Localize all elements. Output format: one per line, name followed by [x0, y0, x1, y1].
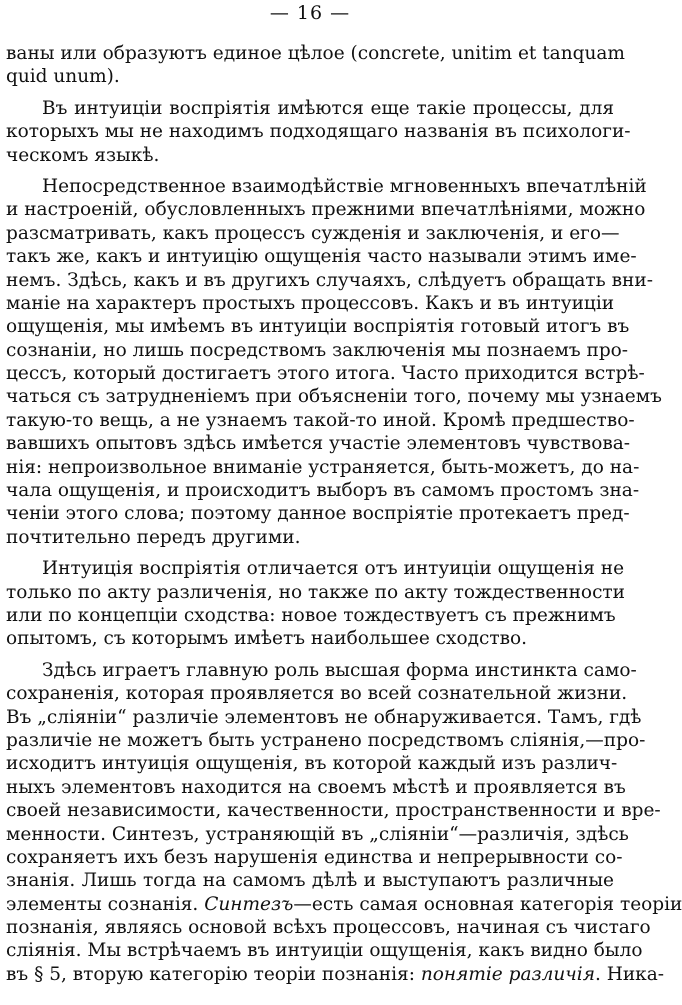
text-line: и настроеній, обусловленныхъ прежними впечатлѣніями, можно [6, 199, 646, 221]
text-line: ческомъ языкѣ. [6, 144, 160, 166]
text-line: своей независимости, качественности, пространственности и вре- [6, 800, 661, 822]
text-line: вавшихъ опытовъ здѣсь имѣется участіе элементовъ чувствова- [6, 433, 631, 455]
text-line: ныхъ элементовъ находится на своемъ мѣстѣ и проявляется въ [6, 776, 626, 798]
paragraph-4 [6, 557, 626, 651]
text-line: только по акту различенія, но также по акту тождественности [6, 581, 626, 603]
text-line: сліянія. Мы встрѣчаемъ въ интуиціи ощущенія, какъ видно было [6, 940, 643, 962]
text-line [6, 963, 665, 986]
text-line: сохраненія, которая проявляется во всей сознательной жизни. [6, 683, 628, 705]
text-line: такъ же, какъ и интуицію ощущенія часто называли этимъ име- [6, 246, 637, 268]
text-line: сознаніи, но лишь посредствомъ заключенія мы познаемъ про- [6, 339, 629, 361]
text-line: немъ. Здѣсь, какъ и въ другихъ случаяхъ, слѣдуетъ обращать вни- [6, 269, 653, 291]
page-number: — 16 — [269, 2, 351, 24]
text-segment: въ § 5, вторую категорію теоріи познанія: [6, 963, 415, 985]
paragraph-2 [6, 97, 631, 167]
text-line: чаться съ затрудненіемъ при объясненіи того, почему мы узнаемъ [6, 386, 662, 408]
text-line: различіе не можетъ быть устранено посредствомъ сліянія,—про- [6, 729, 646, 751]
text-line: опытомъ, съ которымъ имѣетъ наибольшее сходство. [6, 628, 528, 650]
text-line: нія: непроизвольное вниманіе устраняется, быть-можетъ, до на- [6, 456, 640, 478]
text-line: Въ „сліяніи“ различіе элементовъ не обнаруживается. Тамъ, гдѣ [6, 706, 642, 728]
text-line: Непосредственное взаимодѣйствіе мгновенныхъ впечатлѣній [42, 175, 647, 197]
text-line: знанія. Лишь тогда на самомъ дѣлѣ и выступаютъ различные [6, 870, 614, 892]
text-line: почтительно передъ другими. [6, 526, 301, 548]
text-line: Здѣсь играетъ главную роль высшая форма инстинкта само- [42, 659, 637, 681]
text-segment: —есть самая основная категорія теоріи [293, 893, 682, 915]
paragraph-3 [6, 175, 662, 549]
text-line: Въ интуиціи воспріятія имѣются еще такіе процессы, для [42, 97, 614, 119]
text-line: такую-то вещь, а не узнаемъ такой-то иной. Кромѣ предшество- [6, 409, 635, 431]
paragraph-1 [6, 42, 625, 89]
paragraph-5 [6, 659, 682, 986]
text-segment: . Ника- [594, 963, 665, 985]
text-line: ченіи этого слова; поэтому данное воспріятіе протекаетъ пред- [6, 503, 630, 525]
text-line: цессъ, который достигаетъ этого итога. Часто приходится встрѣ- [6, 363, 645, 385]
text-line: или по концепціи сходства: новое тождествуетъ съ прежнимъ [6, 604, 616, 626]
text-line: разсматривать, какъ процессъ сужденія и заключенія, и его— [6, 222, 620, 244]
text-line: ощущенія, мы имѣемъ въ интуиціи воспріятія готовый итогъ въ [6, 316, 630, 338]
text-line: quid unum). [6, 66, 120, 88]
text-line: Интуиція воспріятія отличается отъ интуиціи ощущенія не [42, 558, 625, 580]
italic-term: Синтезъ [204, 893, 294, 915]
text-line: познанія, являясь основой всѣхъ процессовъ, начиная съ чистаго [6, 917, 651, 939]
text-line: маніе на характеръ простыхъ процессовъ. Какъ и въ интуиціи [6, 292, 615, 314]
text-segment: элементы сознанія. [6, 893, 199, 915]
italic-term: понятіе различія [420, 963, 595, 985]
text-line [6, 893, 682, 916]
text-line: исходитъ интуиція ощущенія, въ которой каждый изъ различ- [6, 753, 618, 775]
text-line: чала ощущенія, и происходитъ выборъ въ самомъ простомъ зна- [6, 480, 640, 502]
text-line: сохраняетъ ихъ безъ нарушенія единства и непрерывности со- [6, 846, 623, 868]
text-line: ваны или образуютъ единое цѣлое (concrete, unitim et tanquam [6, 43, 625, 64]
text-line: менности. Синтезъ, устраняющій въ „сліяніи“—различія, здѣсь [6, 823, 629, 845]
text-line: которыхъ мы не находимъ подходящаго названія въ психологи- [6, 121, 631, 143]
